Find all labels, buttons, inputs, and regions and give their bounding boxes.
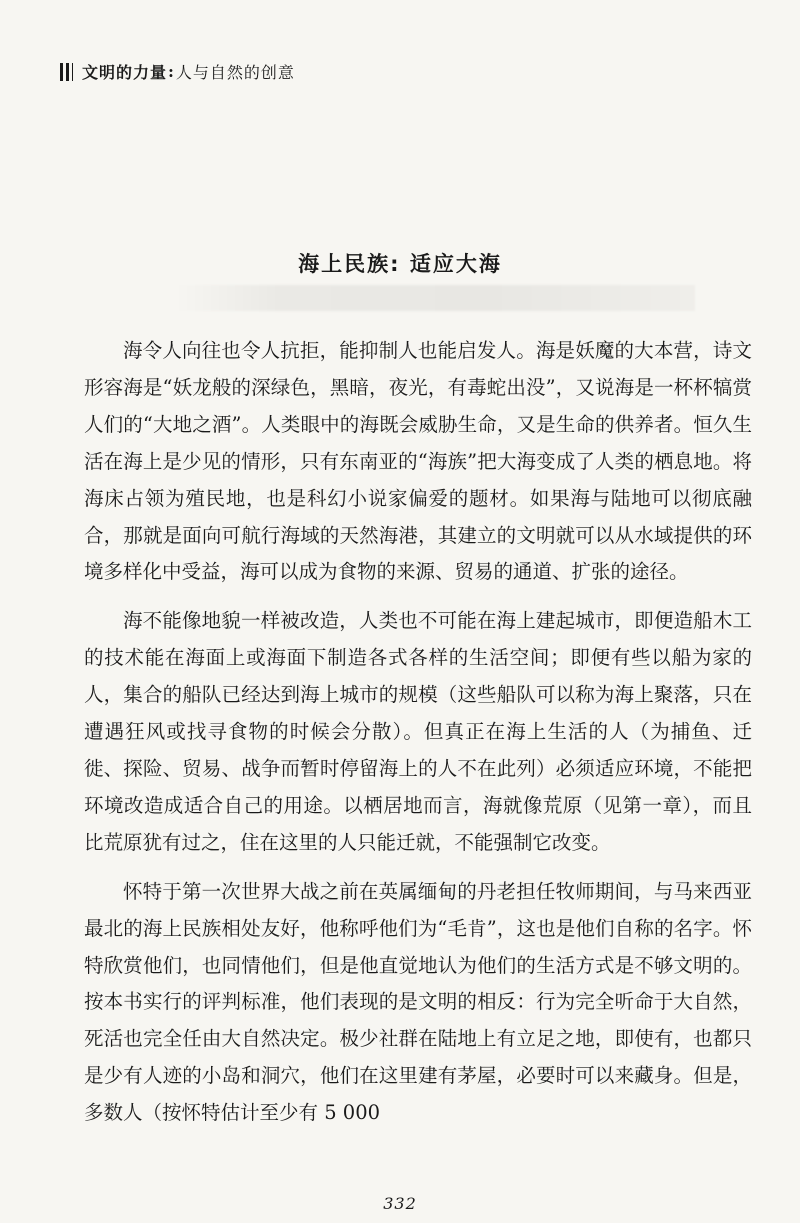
page-number: 332 [383,1194,417,1213]
body-text [84,333,752,1132]
paragraph: 怀特于第一次世界大战之前在英属缅甸的丹老担任牧师期间，与马来西亚最北的海上民族相处友好，他称呼他们为“毛肯”，这也是他们自称的名字。怀特欣赏他们，也同情他们，但是他直觉地认为他们的生活方式是不够文明的。按本书实行的评判标准，他们表现的是文明的相反：行为完全听命于大自然，死活也完全任由大自然决定。极少社群在陆地上有立足之地，即使有，也都只是少有人迹的小岛和洞穴，他们在这里建有茅屋，必要时可以来藏身。但是，多数人（按怀特估计至少有 5 000 [84,879,752,1125]
paragraph: 海令人向往也令人抗拒，能抑制人也能启发人。海是妖魔的大本营，诗文形容海是“妖龙般的深绿色，黑暗，夜光，有毒蛇出没”，又说海是一杯杯犒赏人们的“大地之酒”。人类眼中的海既会威胁生命，又是生命的供养者。恒久生活在海上是少见的情形，只有东南亚的“海族”把大海变成了人类的栖息地。将海床占领为殖民地，也是科幻小说家偏爱的题材。如果海与陆地可以彻底融合，那就是面向可航行海域的天然海港，其建立的文明就可以从水域提供的环境多样化中受益，海可以成为食物的来源、贸易的通道、扩张的途径。 [84,339,752,584]
running-head-bars-icon [60,63,76,81]
show-through-shadow [175,285,695,311]
paragraph: 海不能像地貌一样被改造，人类也不可能在海上建起城市，即便造船木工的技术能在海面上或海面下制造各式各样的生活空间；即便有些以船为家的人，集合的船队已经达到海上城市的规模（这些船队可以称为海上聚落，只在遭遇狂风或找寻食物的时候会分散）。但真正在海上生活的人（为捕鱼、迁徙、探险、贸易、战争而暂时停留海上的人不在此列）必须适应环境，不能把环境改造成适合自己的用途。以栖居地而言，海就像荒原（见第一章），而且比荒原犹有过之，住在这里的人只能迁就，不能强制它改变。 [84,609,752,854]
section-title: 海上民族: 适应大海 [298,252,502,276]
running-head-title: 文明的力量 [82,63,168,82]
running-head-separator: : [168,62,175,81]
running-head-subtitle: 人与自然的创意 [175,63,295,82]
running-head [60,60,295,83]
